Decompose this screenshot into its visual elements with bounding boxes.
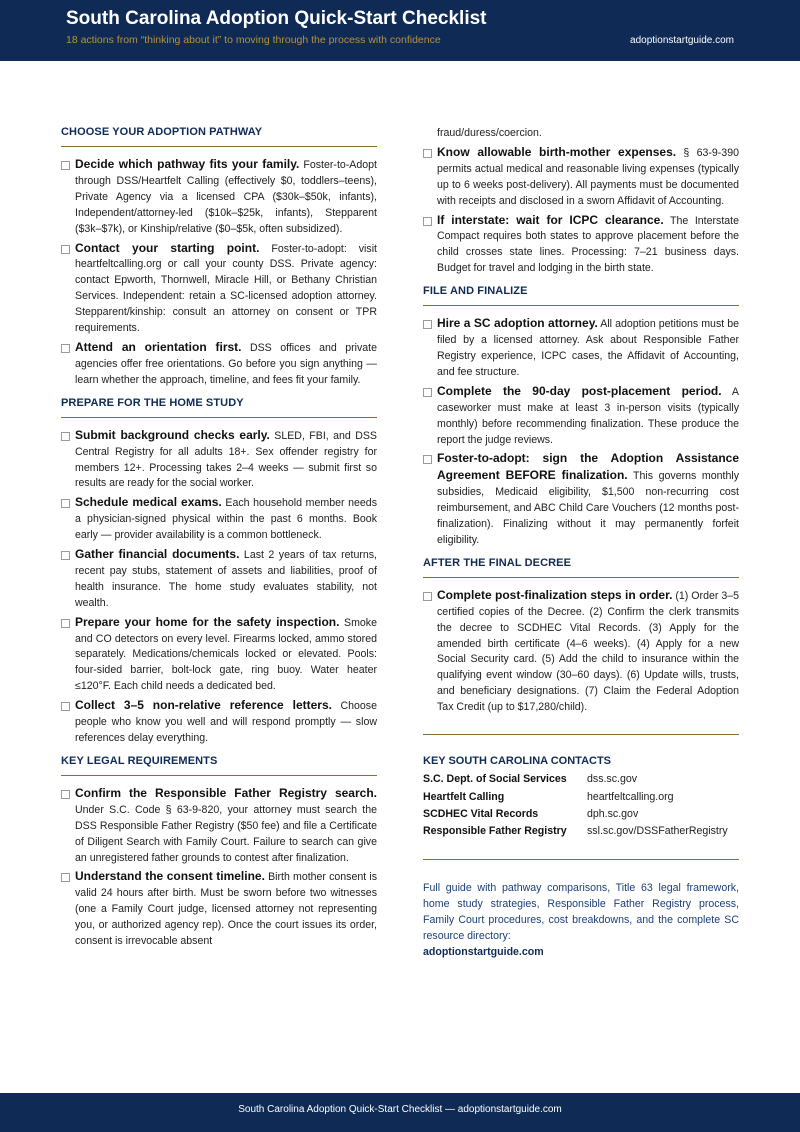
checkbox-icon[interactable] — [423, 149, 432, 158]
page-title: South Carolina Adoption Quick-Start Checklist — [66, 8, 487, 29]
item-heading: Foster-to-adopt: sign the Adoption Assistance Agreement BEFORE finalization. — [437, 451, 739, 483]
item-heading: Decide which pathway fits your family. — [75, 157, 300, 171]
checklist-section — [61, 126, 377, 389]
checkbox-icon[interactable] — [423, 455, 432, 464]
contact-link[interactable]: dph.sc.gov — [587, 807, 639, 820]
item-body: Foster-to-Adopt through DSS/Heartfelt Calling (effectively $0, toddlers–teens), Private Agency via a licensed CPA ($30k–$50k, infants), Independent/attorney-led ($10k–$25k, infants), Stepparent ($3k–$7k), or Kinship/relative ($0–$5k, often subsidized). — [75, 159, 377, 235]
item-heading: If interstate: wait for ICPC clearance. — [437, 212, 664, 227]
checkbox-icon[interactable] — [423, 388, 432, 397]
checklist-item — [61, 786, 377, 867]
contact-row — [423, 789, 739, 806]
contact-name: SCDHEC Vital Records — [423, 807, 539, 820]
checkbox-icon[interactable] — [61, 245, 70, 254]
item-heading: Collect 3–5 non-relative reference letters. — [75, 698, 332, 713]
item-body: Each household member needs a physician-signed physical within the past 6 months. Book early — provider availability is a common bottleneck. — [75, 497, 377, 542]
item-body: (1) Order 3–5 certified copies of the Decree. (2) Confirm the clerk transmits the decree to SCDHEC Vital Records. (3) Apply for the amended birth certificate (4–6 weeks). (4) Apply for a new Social Security card. (5) Add the child to insurance within the qualifying event window (30–60 days). (6) Update wills, trusts, and beneficiary designations. (7) Claim the Federal Adoption Tax Credit (up to $17,280/child). — [437, 589, 740, 714]
contact-name: S.C. Dept. of Social Services — [423, 773, 567, 786]
checklist-section — [423, 557, 739, 716]
page-subtitle: 18 actions from “thinking about it” to moving through the process with confidence — [66, 34, 441, 46]
contact-row — [423, 771, 739, 788]
continued-text: fraud/duress/coercion. — [437, 127, 542, 139]
item-body: Choose people who know you well and will respond promptly — slow references delay everything. — [75, 700, 377, 744]
section-title: PREPARE FOR THE HOME STUDY — [61, 397, 377, 418]
checkbox-icon[interactable] — [423, 217, 432, 226]
item-body: SLED, FBI, and DSS Central Registry for all adults 18+. Sex offender registry for members 12+. Processing takes 2–4 weeks — submit first so results are ready for the social worker. — [75, 429, 377, 490]
item-heading: Understand the consent timeline. — [75, 869, 265, 884]
item-body: Under S.C. Code § 63-9-820, your attorney must search the DSS Responsible Father Registry ($50 fee) and file a Certificate of Diligent Search with Family Court. Failure to search can give an unregistered father grounds to contest after finalization. — [75, 803, 377, 864]
checklist-item — [61, 615, 377, 696]
legal-items-continued — [423, 145, 739, 277]
checklist-item — [61, 547, 377, 612]
contact-name: Responsible Father Registry — [423, 825, 567, 838]
contact-link[interactable]: dss.sc.gov — [587, 773, 638, 786]
checklist-item — [61, 241, 377, 337]
section-title: KEY LEGAL REQUIREMENTS — [61, 755, 377, 776]
item-body: Smoke and CO detectors on every level. Firearms locked, ammo stored separately. Medications/chemicals locked or elevated. Pools: four-sided barrier, bolt-lock gate, ring buoy. Water heater ≤120°F. Each child needs a dedicated bed. — [75, 616, 377, 693]
item-body: § 63-9-390 permits actual medical and reasonable living expenses (typically up to 6 weeks post-delivery). All payments must be documented with receipts and disclosed in a sworn Affidavit of Accounting. — [437, 146, 739, 207]
checklist-item — [423, 588, 739, 716]
header-site-link[interactable]: adoptionstartguide.com — [630, 35, 734, 46]
item-heading: Contact your starting point. — [75, 240, 260, 255]
divider — [423, 734, 739, 735]
checkbox-icon[interactable] — [61, 551, 70, 560]
contact-link[interactable]: ssl.sc.gov/DSSFatherRegistry — [587, 825, 728, 838]
contact-row — [423, 806, 739, 823]
item-body: The Interstate Compact requires both states to approve placement before the child crosses state lines. Processing: 7–21 business days. Budget for travel and lodging in the birth state. — [437, 214, 739, 275]
checklist-section — [61, 397, 377, 747]
footer-text: South Carolina Adoption Quick-Start Checklist — adoptionstartguide.com — [238, 1104, 562, 1115]
checklist-item — [61, 340, 377, 389]
item-body: This governs monthly subsidies, Medicaid eligibility, $1,500 non-recurring cost reimbursement, and ABC Child Care Vouchers (12 months post-finalization). Finalizing without it may permanently forfeit eligibility. — [437, 470, 739, 546]
contact-name: Heartfelt Calling — [423, 790, 505, 803]
checkbox-icon[interactable] — [61, 499, 70, 508]
section-title: AFTER THE FINAL DECREE — [423, 557, 739, 578]
checklist-item — [61, 698, 377, 747]
checklist-item — [61, 428, 377, 493]
item-heading: Prepare your home for the safety inspection. — [75, 614, 340, 629]
item-heading: Attend an orientation first. — [75, 339, 242, 354]
checklist-item — [61, 495, 377, 544]
checklist-item — [423, 213, 739, 278]
checklist-item — [423, 316, 739, 381]
item-heading: Confirm the Responsible Father Registry search. — [75, 785, 377, 800]
page-footer — [0, 1093, 800, 1132]
checkbox-icon[interactable] — [61, 344, 70, 353]
divider — [423, 859, 739, 860]
checkbox-icon[interactable] — [423, 320, 432, 329]
section-title: FILE AND FINALIZE — [423, 285, 739, 306]
guide-block — [423, 880, 739, 960]
item-heading: Know allowable birth-mother expenses. — [437, 144, 677, 159]
item-body: DSS offices and private agencies offer free orientations. Go before you sign anything — learn whether the approach, timeline, and fees fit your family. — [75, 341, 377, 386]
checkbox-icon[interactable] — [61, 790, 70, 799]
contact-row — [423, 823, 739, 840]
checkbox-icon[interactable] — [61, 702, 70, 711]
item-body: All adoption petitions must be filed by a licensed attorney. Ask about Responsible Father Registry experience, ICPC cases, the Affidavit of Accounting, and fee structure. — [437, 318, 739, 378]
contacts-block — [423, 755, 739, 841]
checklist-item — [423, 145, 739, 210]
item-heading: Hire a SC adoption attorney. — [437, 316, 598, 331]
item-heading: Schedule medical exams. — [75, 495, 222, 510]
guide-text: Full guide with pathway comparisons, Title 63 legal framework, home study strategies, Responsible Father Registry process, Family Court procedures, cost breakdowns, and the complete SC resource directory: — [423, 881, 739, 942]
right-sections — [423, 285, 739, 716]
checklist-item — [423, 384, 739, 449]
checklist-section — [423, 285, 739, 549]
checklist-item — [61, 157, 377, 238]
checklist-item — [423, 451, 739, 548]
item-body: Last 2 years of tax returns, recent pay stubs, statement of assets and liabilities, proof of health insurance. The home study evaluates stability, not wealth. — [75, 549, 377, 609]
checkbox-icon[interactable] — [423, 592, 432, 601]
item-heading: Complete post-finalization steps in order. — [437, 587, 673, 602]
checkbox-icon[interactable] — [61, 432, 70, 441]
contacts-title: KEY SOUTH CAROLINA CONTACTS — [423, 755, 612, 768]
checkbox-icon[interactable] — [61, 161, 70, 170]
guide-link[interactable]: adoptionstartguide.com — [423, 945, 544, 958]
item-heading: Gather financial documents. — [75, 547, 240, 562]
item-heading: Complete the 90-day post-placement period. — [437, 383, 722, 398]
item-body: A caseworker must make at least 3 in-person visits (typically monthly) before recommending finalization. These produce the report the judge reviews. — [437, 385, 739, 446]
contacts-list — [423, 771, 739, 841]
checkbox-icon[interactable] — [61, 873, 70, 882]
section-title: CHOOSE YOUR ADOPTION PATHWAY — [61, 126, 377, 147]
item-body: Foster-to-adopt: visit heartfeltcalling.org or call your county DSS. Private agency: contact Epworth, Thornwell, Miracle Hill, or Bethany Christian Services. Independent: retain a SC-licensed adoption attorney. Stepparent/kinship: consult an attorney on consent or TPR requirements. — [75, 242, 377, 335]
right-column — [423, 126, 739, 960]
item-heading: Submit background checks early. — [75, 427, 270, 442]
left-column — [61, 126, 377, 958]
contact-link[interactable]: heartfeltcalling.org — [587, 790, 674, 803]
checkbox-icon[interactable] — [61, 619, 70, 628]
item-body: Birth mother consent is valid 24 hours after birth. Must be sworn before two witnesses (one a Family Court judge, licensed attorney not representing you, or authorized agency rep). Once the court issues its order, consent is irrevocable absent — [75, 871, 377, 948]
checklist-item — [61, 869, 377, 950]
checklist-section — [61, 755, 377, 950]
page-header — [0, 0, 800, 61]
